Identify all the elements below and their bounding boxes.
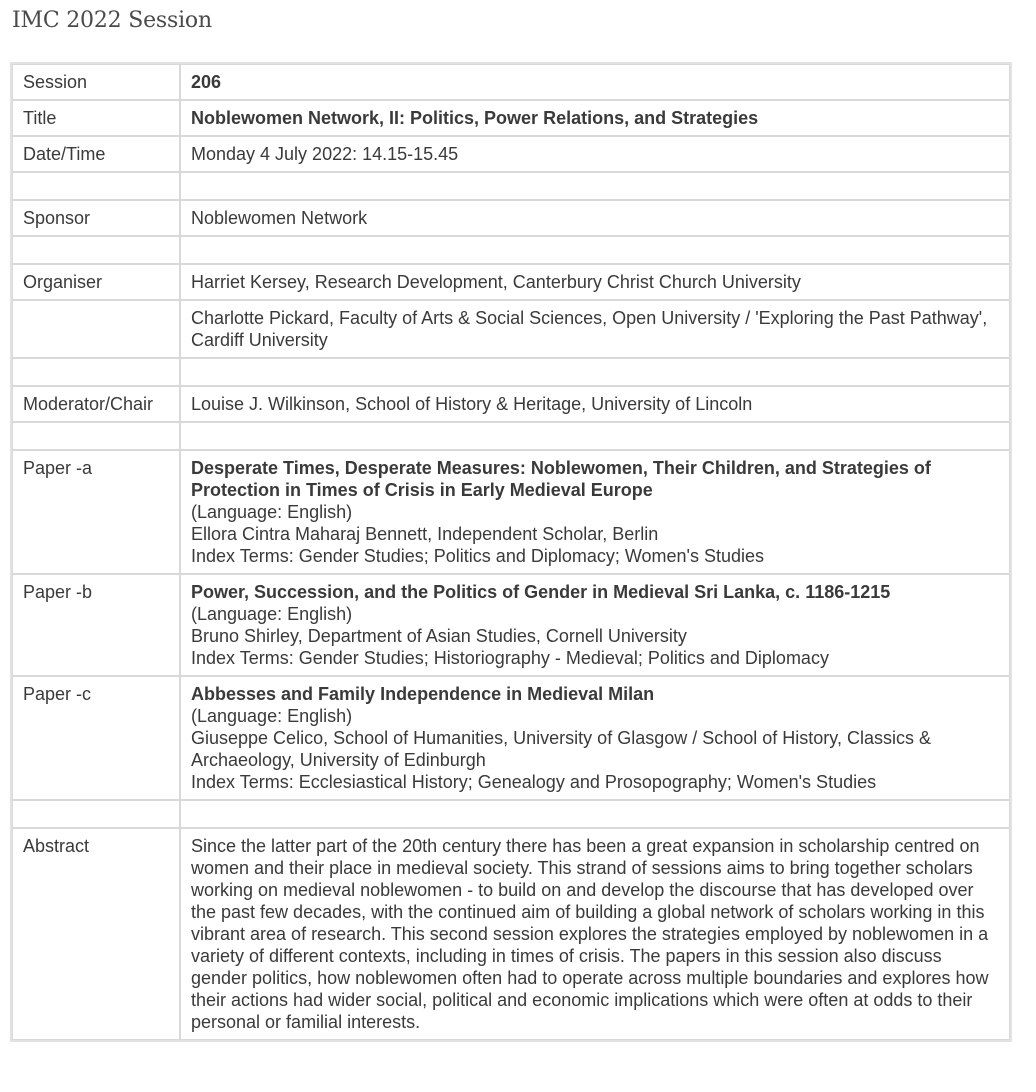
paper-a-title: Desperate Times, Desperate Measures: Noblewomen, Their Children, and Strategies of Protection in Times of Crisis in Early Medieval Europe (191, 458, 931, 500)
spacer-row (12, 800, 1010, 828)
paper-c-title: Abbesses and Family Independence in Medieval Milan (191, 684, 655, 704)
datetime-row (12, 136, 1010, 172)
organiser-row-2 (12, 300, 1010, 358)
paper-a-label: Paper -a (12, 450, 180, 574)
spacer-row (12, 236, 1010, 264)
paper-c-author: Giuseppe Celico, School of Humanities, University of Glasgow / School of History, Classics & Archaeology, University of Edinburgh (191, 728, 931, 770)
sponsor-row (12, 200, 1010, 236)
session-datetime: Monday 4 July 2022: 14.15-15.45 (180, 136, 1010, 172)
organiser-value-2: Charlotte Pickard, Faculty of Arts & Social Sciences, Open University / 'Exploring the Past Pathway', Cardiff University (180, 300, 1010, 358)
paper-c-index-terms: Index Terms: Ecclesiastical History; Genealogy and Prosopography; Women's Studies (191, 772, 877, 792)
paper-a-author: Ellora Cintra Maharaj Bennett, Independent Scholar, Berlin (191, 524, 659, 544)
paper-b-row (12, 574, 1010, 676)
paper-b-details (180, 574, 1010, 676)
title-label: Title (12, 100, 180, 136)
spacer-cell (180, 800, 1010, 828)
moderator-label: Moderator/Chair (12, 386, 180, 422)
session-row (12, 64, 1010, 100)
paper-b-index-terms: Index Terms: Gender Studies; Historiography - Medieval; Politics and Diplomacy (191, 648, 829, 668)
moderator-row (12, 386, 1010, 422)
abstract-row (12, 828, 1010, 1040)
paper-b-title: Power, Succession, and the Politics of Gender in Medieval Sri Lanka, c. 1186-1215 (191, 582, 891, 602)
abstract-text: Since the latter part of the 20th century there has been a great expansion in scholarship centred on women and their place in medieval society. This strand of sessions aims to bring together scholars working on medieval noblewomen - to build on and develop the discourse that has developed over the past few decades, with the continued aim of building a global network of scholars working in this vibrant area of research. This second session explores the strategies employed by noblewomen in a variety of different contexts, including in times of crisis. The papers in this session also discuss gender politics, how noblewomen often had to operate across multiple boundaries and explores how their actions had wider social, political and economic implications which were often at odds to their personal or familial interests. (191, 836, 989, 1032)
paper-a-language: (Language: English) (191, 502, 353, 522)
spacer-row (12, 422, 1010, 450)
spacer-cell (12, 236, 180, 264)
organiser-value-1: Harriet Kersey, Research Development, Canterbury Christ Church University (180, 264, 1010, 300)
title-row (12, 100, 1010, 136)
paper-b-language: (Language: English) (191, 604, 353, 624)
paper-a-row (12, 450, 1010, 574)
spacer-cell (180, 236, 1010, 264)
spacer-cell (180, 422, 1010, 450)
organiser-row (12, 264, 1010, 300)
page-title: IMC 2022 Session (12, 8, 212, 33)
spacer-cell (180, 172, 1010, 200)
session-details-table (10, 62, 1012, 1042)
paper-b-label: Paper -b (12, 574, 180, 676)
spacer-cell (180, 358, 1010, 386)
moderator-value: Louise J. Wilkinson, School of History & Heritage, University of Lincoln (180, 386, 1010, 422)
session-title: Noblewomen Network, II: Politics, Power Relations, and Strategies (180, 100, 1010, 136)
paper-c-language: (Language: English) (191, 706, 353, 726)
spacer-cell (12, 172, 180, 200)
abstract-label: Abstract (12, 828, 180, 1040)
sponsor-label: Sponsor (12, 200, 180, 236)
paper-c-label: Paper -c (12, 676, 180, 800)
organiser-label: Organiser (12, 264, 180, 300)
spacer-cell (12, 422, 180, 450)
sponsor-value: Noblewomen Network (180, 200, 1010, 236)
spacer-row (12, 358, 1010, 386)
session-number: 206 (180, 64, 1010, 100)
datetime-label: Date/Time (12, 136, 180, 172)
spacer-row (12, 172, 1010, 200)
spacer-cell (12, 358, 180, 386)
paper-c-row (12, 676, 1010, 800)
paper-a-details (180, 450, 1010, 574)
paper-c-details (180, 676, 1010, 800)
abstract-cell (180, 828, 1010, 1040)
paper-b-author: Bruno Shirley, Department of Asian Studies, Cornell University (191, 626, 687, 646)
spacer-cell (12, 800, 180, 828)
paper-a-index-terms: Index Terms: Gender Studies; Politics and Diplomacy; Women's Studies (191, 546, 765, 566)
organiser-label-empty (12, 300, 180, 358)
session-label: Session (12, 64, 180, 100)
